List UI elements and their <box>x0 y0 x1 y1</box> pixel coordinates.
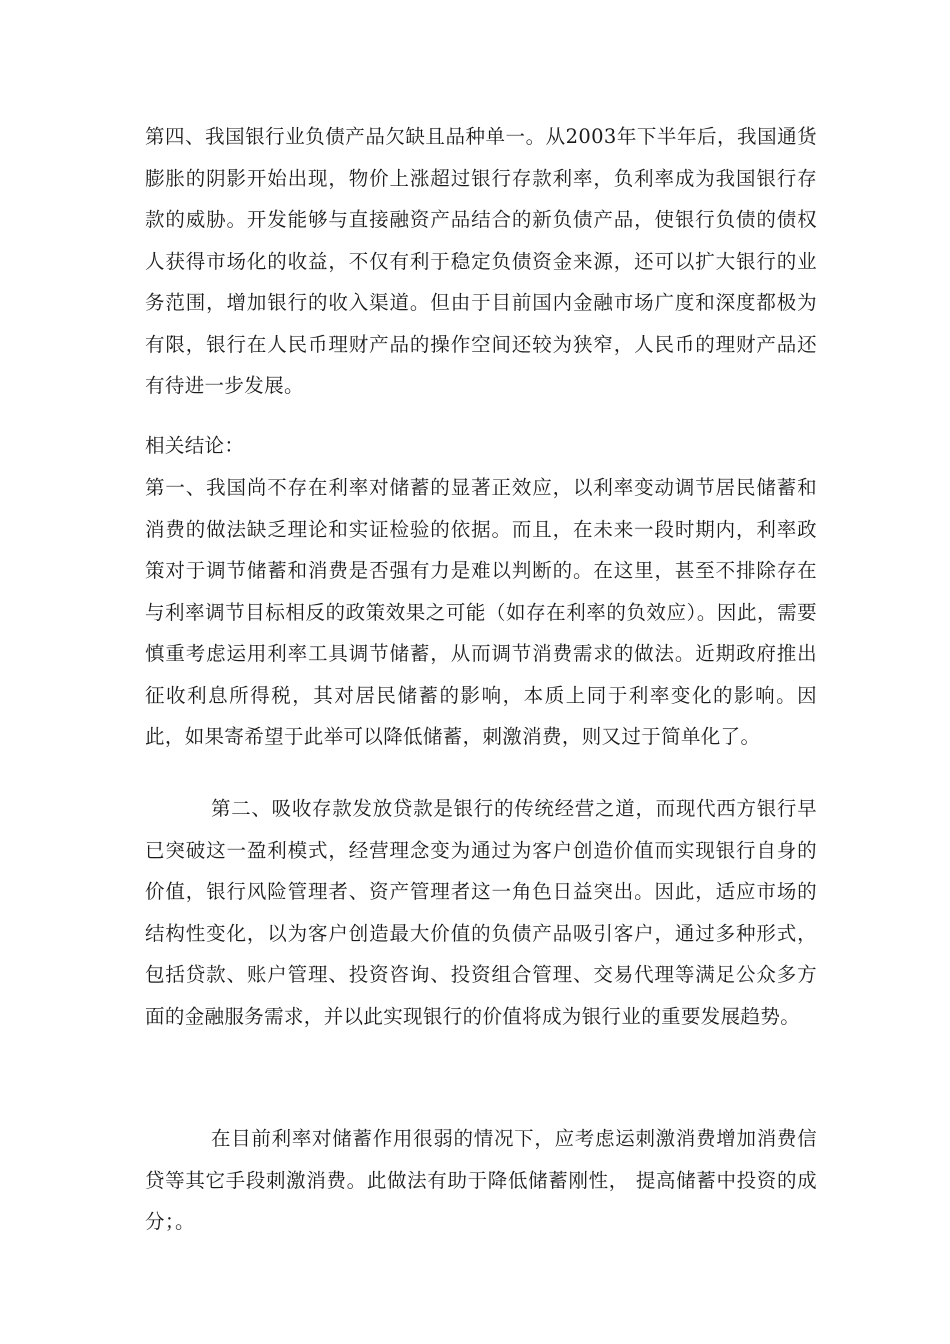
paragraph-conclusion-two: 第二、吸收存款发放贷款是银行的传统经营之道，而现代西方银行早已突破这一盈利模式，经营理念变为通过为客户创造价值而实现银行自身的价值，银行风险管理者、资产管理者这一角色日益突出。因此，适应市场的结构性变化，以为客户创造最大价值的负债产品吸引客户，通过多种形式，包括贷款、账户管理、投资咨询、投资组合管理、交易代理等满足公众多方面的金融服务需求，并以此实现银行的价值将成为银行业的重要发展趋势。 <box>145 797 817 1028</box>
section-heading-conclusions: 相关结论： <box>145 434 245 457</box>
paragraph-liability-products: 第四、我国银行业负债产品欠缺且品种单一。从2003年下半年后，我国通货膨胀的阴影开始出现，物价上涨超过银行存款利率，负利率成为我国银行存款的威胁。开发能够与直接融资产品结合的新负债产品，使银行负债的债权人获得市场化的收益，不仅有利于稳定负债资金来源，还可以扩大银行的业务范围，增加银行的收入渠道。但由于目前国内金融市场广度和深度都极为有限，银行在人民币理财产品的操作空间还较为狭窄，人民币的理财产品还有待进一步发展。 <box>145 125 817 397</box>
paragraph-conclusion-one: 第一、我国尚不存在利率对储蓄的显著正效应，以利率变动调节居民储蓄和消费的做法缺乏理论和实证检验的依据。而且，在未来一段时期内，利率政策对于调节储蓄和消费是否强有力是难以判断的。在这里，甚至不排除存在与利率调节目标相反的政策效果之可能（如存在利率的负效应）。因此，需要慎重考虑运用利率工具调节储蓄，从而调节消费需求的做法。近期政府推出征收利息所得税，其对居民储蓄的影响，本质上同于利率变化的影响。因此，如果寄希望于此举可以降低储蓄，刺激消费，则又过于简单化了。 <box>145 476 817 748</box>
paragraph-recommendation: 在目前利率对储蓄作用很弱的情况下，应考虑运刺激消费增加消费信贷等其它手段刺激消费。此做法有助于降低储蓄刚性， 提高储蓄中投资的成分；。 <box>145 1127 817 1233</box>
